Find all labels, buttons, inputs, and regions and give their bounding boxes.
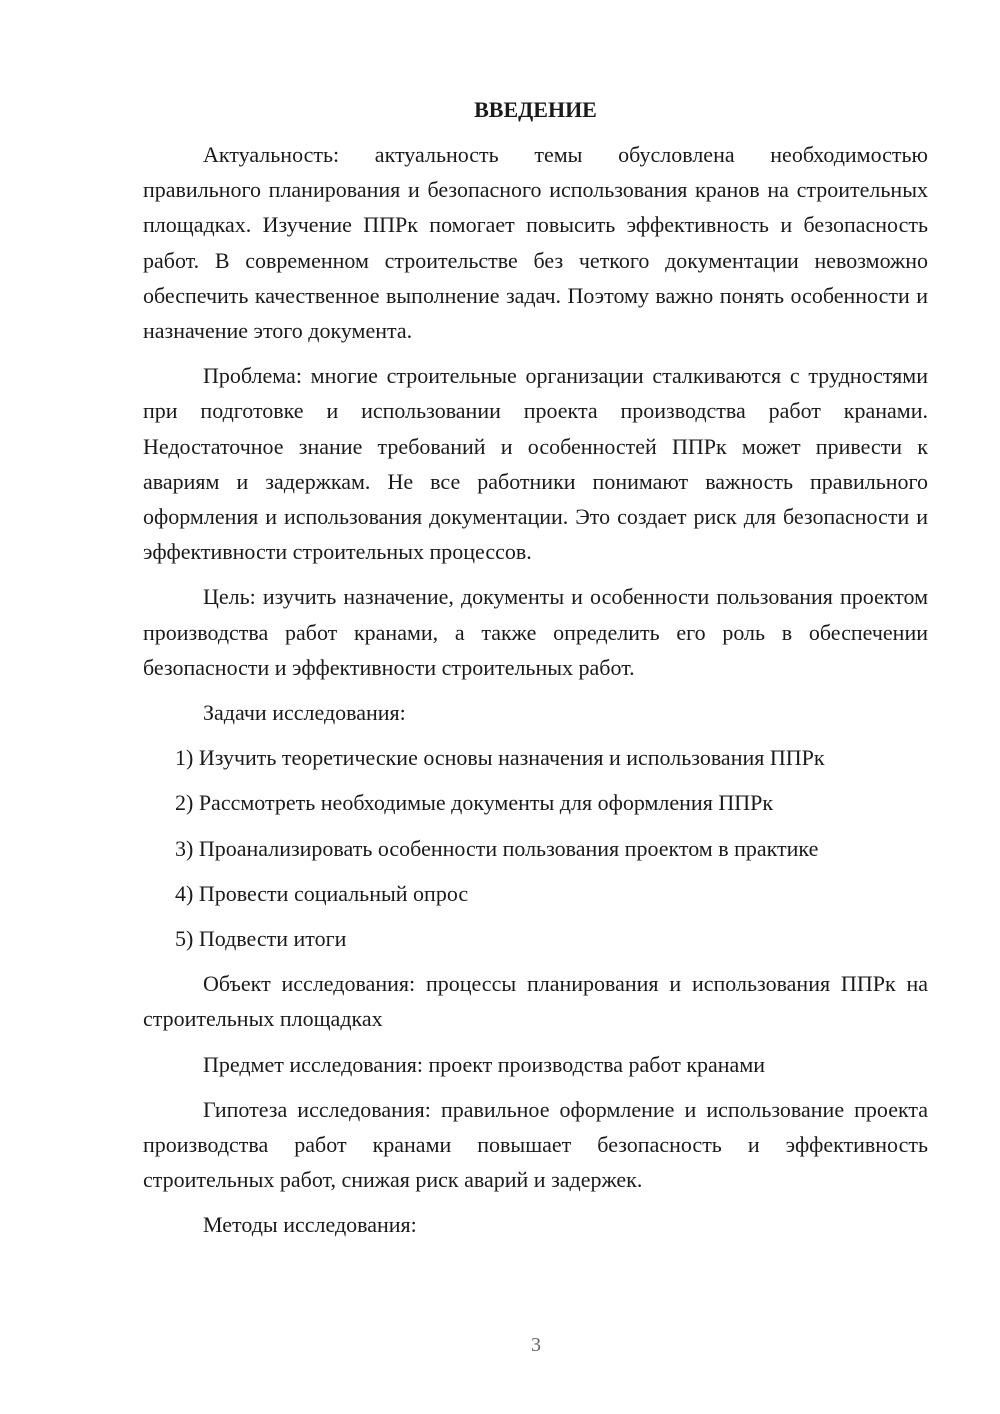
list-item: 2) Рассмотреть необходимые документы для оформления ППРк [175, 790, 774, 816]
page-number: 3 [531, 1334, 541, 1356]
paragraph-subject: Предмет исследования: проект производства работ кранами [203, 1051, 766, 1077]
document-page [143, 95, 928, 1253]
paragraph-relevance: Актуальность: актуальность темы обусловлена необходимостью правильного планирования и безопасного использования кранов на строительных площадках. Изучение ППРк помогает повысить эффективность и безопасность работ. В современном строительстве без четкого документации невозможно обеспечить качественное выполнение задач. Поэтому важно понять особенности и назначение этого документа. [143, 142, 928, 344]
paragraph-problem: Проблема: многие строительные организации сталкиваются с трудностями при подготовке и использовании проекта производства работ кранами. Недостаточное знание требований и особенностей ППРк может привести к авариям и задержкам. Не все работники понимают важность правильного оформления и использования документации. Это создает риск для безопасности и эффективности строительных процессов. [143, 363, 928, 565]
section-heading: ВВЕДЕНИЕ [474, 97, 597, 122]
paragraph-methods-title: Методы исследования: [203, 1212, 417, 1238]
paragraph-tasks-title: Задачи исследования: [203, 700, 406, 726]
list-item: 4) Провести социальный опрос [175, 880, 469, 906]
tasks-list [143, 740, 928, 956]
paragraph-object: Объект исследования: процессы планирования и использования ППРк на строительных площадках [143, 971, 928, 1032]
list-item: 5) Подвести итоги [175, 926, 347, 952]
list-item: 3) Проанализировать особенности пользования проектом в практике [175, 835, 819, 861]
list-item: 1) Изучить теоретические основы назначения и использования ППРк [175, 745, 825, 771]
paragraph-goal: Цель: изучить назначение, документы и особенности пользования проектом производства работ кранами, а также определить его роль в обеспечении безопасности и эффективности строительных работ. [143, 584, 928, 680]
paragraph-hypothesis: Гипотеза исследования: правильное оформление и использование проекта производства работ кранами повышает безопасность и эффективность строительных работ, снижая риск аварий и задержек. [143, 1096, 928, 1193]
